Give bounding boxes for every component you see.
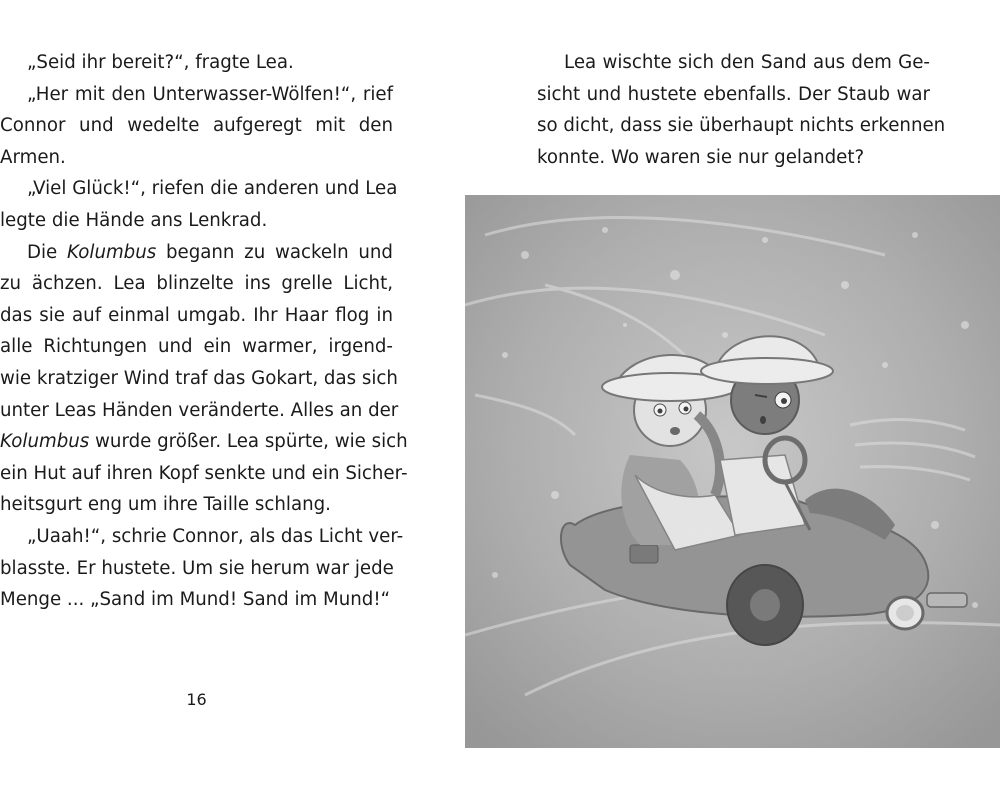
- text-line: konnte. Wo waren sie nur gelandet?: [537, 146, 865, 168]
- text-line: unter Leas Händen veränderte. Alles an der: [0, 399, 399, 421]
- text-run: Die: [27, 241, 58, 263]
- text-line: wie kratziger Wind traf das Gokart, das sich: [0, 367, 398, 389]
- text-line: „Her mit den Unterwasser-Wölfen!“, rief: [27, 83, 393, 105]
- text-line: „Viel Glück!“, riefen die anderen und Lea: [27, 178, 398, 200]
- text-run: begann zu wackeln und: [165, 241, 393, 263]
- text-line: Armen.: [0, 146, 66, 168]
- right-page: [500, 0, 1000, 800]
- text-line: das sie auf einmal umgab. Ihr Haar flog in: [0, 304, 393, 326]
- text-line: Lea wischte sich den Sand aus dem Ge-: [564, 52, 930, 73]
- text-line: blasste. Er hustete. Um sie herum war jede: [0, 557, 394, 579]
- text-line: Connor und wedelte aufgeregt mit den: [0, 115, 393, 137]
- text-line: [0, 426, 408, 458]
- left-page-text: [0, 47, 408, 616]
- text-line: heitsgurt eng um ihre Taille schlang.: [0, 494, 331, 516]
- text-line: legte die Hände ans Lenkrad.: [0, 209, 268, 231]
- text-line: Menge ... „Sand im Mund! Sand im Mund!“: [0, 589, 391, 611]
- sandstorm-gokart-illustration: [465, 195, 1000, 748]
- text-line: zu ächzen. Lea blinzelte ins grelle Licht,: [0, 273, 393, 295]
- book-title-italic: Kolumbus: [0, 431, 90, 453]
- text-line: sicht und hustete ebenfalls. Der Staub war: [537, 83, 930, 105]
- text-line: „Seid ihr bereit?“, fragte Lea.: [27, 52, 294, 73]
- page-number: 16: [186, 690, 207, 709]
- text-line: alle Richtungen und ein warmer, irgend-: [0, 336, 393, 358]
- book-title-italic: Kolumbus: [66, 241, 157, 263]
- text-line: „Uaah!“, schrie Connor, als das Licht ver-: [27, 525, 404, 547]
- dust-overlay: [465, 195, 1000, 748]
- right-page-text: [537, 47, 946, 173]
- text-line: so dicht, dass sie überhaupt nichts erkennen: [537, 115, 946, 137]
- text-line: ein Hut auf ihren Kopf senkte und ein Sicher-: [0, 462, 408, 484]
- text-run: wurde größer. Lea spürte, wie sich: [95, 431, 408, 453]
- text-line: [0, 237, 393, 269]
